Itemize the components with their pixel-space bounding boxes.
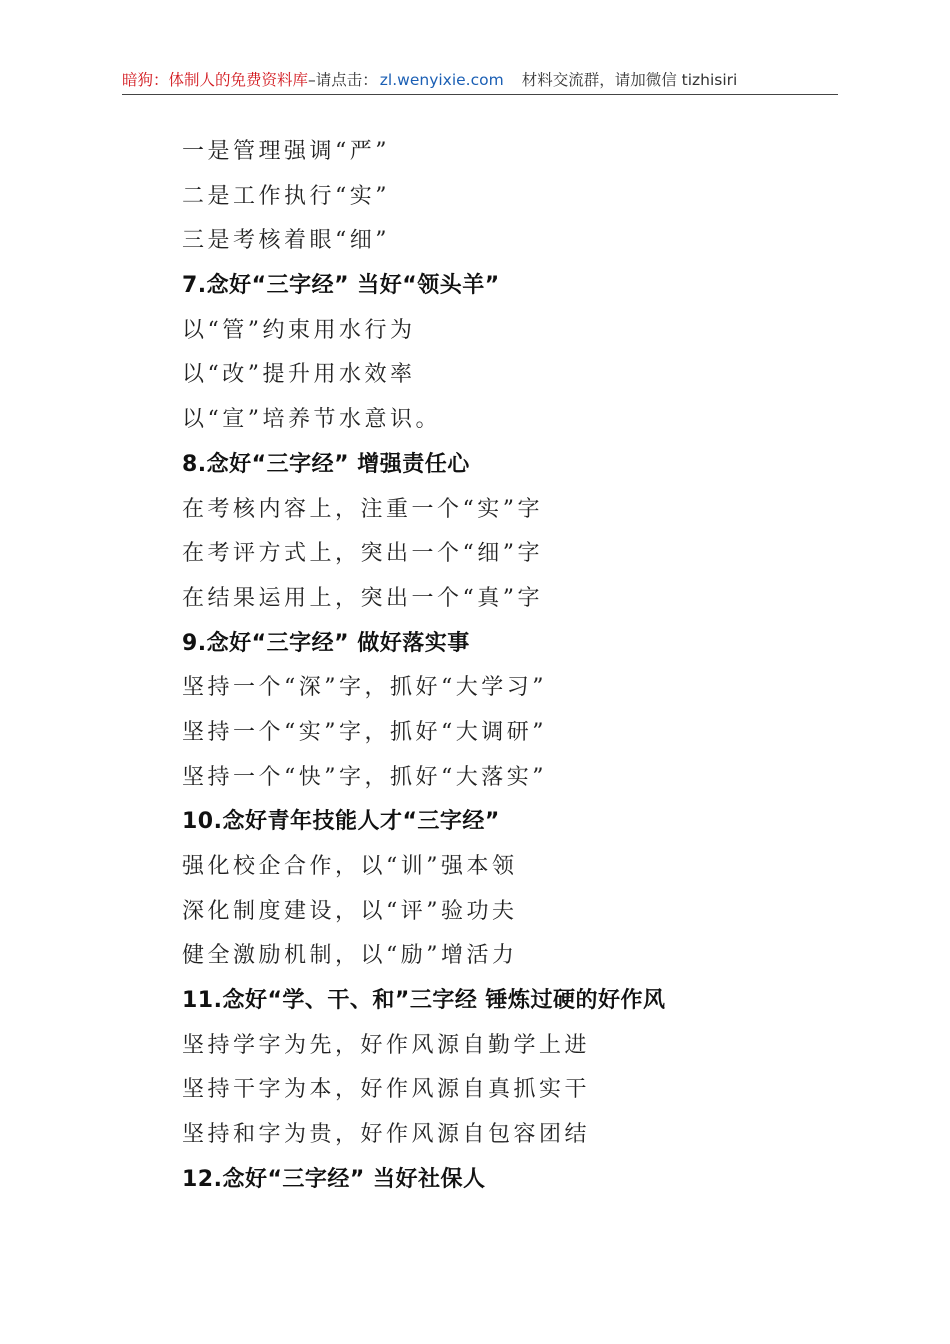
page-header bbox=[122, 66, 838, 95]
list-item: 坚持干字为本，好作风源自真抓实干 bbox=[182, 1077, 591, 1103]
section-heading: 11.念好“学、干、和”三字经 锤炼过硬的好作风 bbox=[182, 988, 666, 1014]
list-item: 在结果运用上，突出一个“真”字 bbox=[182, 585, 543, 611]
section-heading: 12.念好“三字经” 当好社保人 bbox=[182, 1166, 486, 1192]
list-item: 坚持一个“快”字，抓好“大落实” bbox=[182, 764, 547, 790]
header-prompt: –请点击： bbox=[308, 71, 378, 89]
list-item: 坚持一个“实”字，抓好“大调研” bbox=[182, 719, 547, 745]
document-body bbox=[182, 130, 882, 1203]
list-item: 以“改”提升用水效率 bbox=[182, 362, 416, 388]
list-item: 以“宣”培养节水意识。 bbox=[182, 407, 441, 433]
list-item: 在考评方式上，突出一个“细”字 bbox=[182, 541, 543, 567]
list-item: 在考核内容上，注重一个“实”字 bbox=[182, 496, 543, 522]
list-item: 二是工作执行“实” bbox=[182, 183, 390, 209]
list-item: 深化制度建设，以“评”验功夫 bbox=[182, 898, 518, 924]
section-heading: 8.念好“三字经” 增强责任心 bbox=[182, 451, 470, 477]
list-item: 坚持学字为先，好作风源自勤学上进 bbox=[182, 1032, 591, 1058]
list-item: 一是管理强调“严” bbox=[182, 139, 390, 164]
section-heading: 10.念好青年技能人才“三字经” bbox=[182, 809, 500, 835]
list-item: 坚持和字为贵，好作风源自包容团结 bbox=[182, 1122, 591, 1148]
section-heading: 7.念好“三字经” 当好“领头羊” bbox=[182, 273, 500, 299]
list-item: 强化校企合作，以“训”强本领 bbox=[182, 854, 518, 879]
header-contact: 材料交流群，请加微信 tizhisiri bbox=[521, 71, 738, 89]
list-item: 坚持一个“深”字，抓好“大学习” bbox=[182, 675, 547, 701]
list-item: 健全激励机制，以“励”增活力 bbox=[182, 943, 518, 969]
header-link[interactable]: zl.wenyixie.com bbox=[379, 71, 504, 89]
list-item: 三是考核着眼“细” bbox=[182, 228, 390, 254]
list-item: 以“管”约束用水行为 bbox=[182, 317, 416, 343]
header-brand: 暗狗：体制人的免费资料库 bbox=[122, 71, 309, 89]
section-heading: 9.念好“三字经” 做好落实事 bbox=[182, 630, 470, 656]
